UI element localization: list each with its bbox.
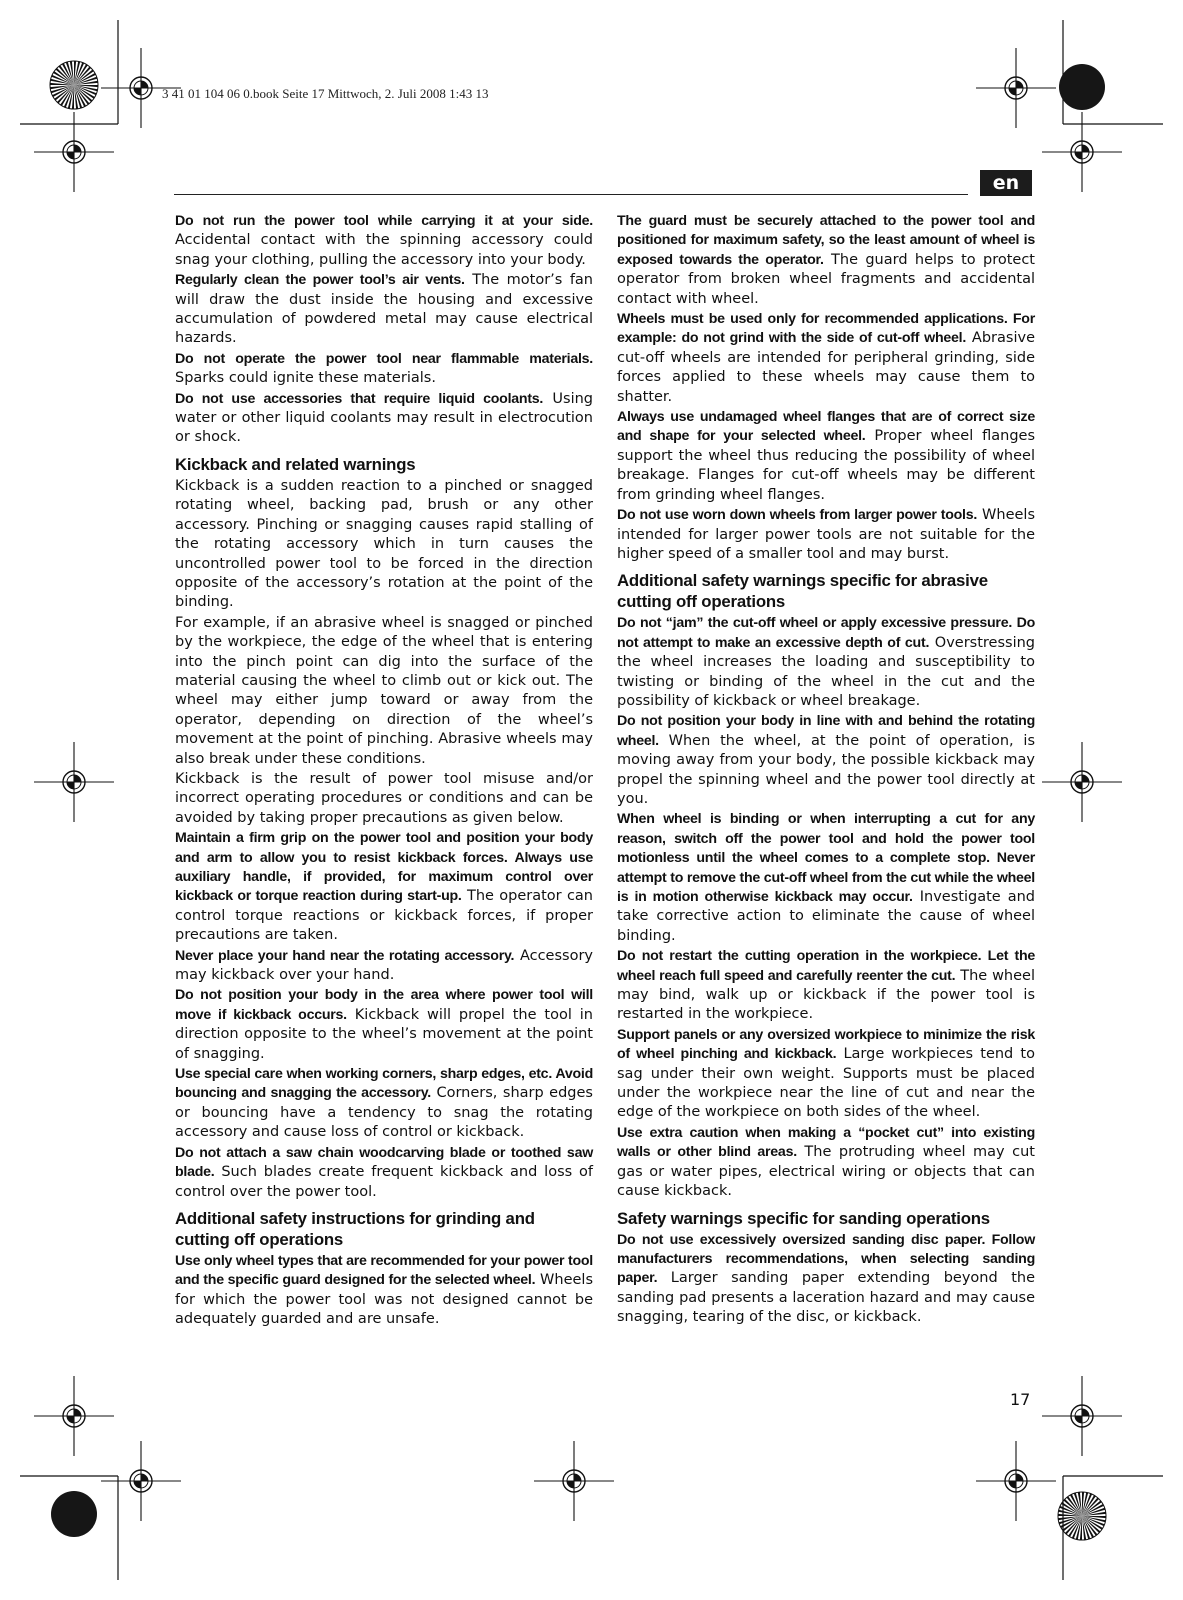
warning-lead: Wheels must be used only for recommended applications. For example: do not grind with the side of cut-off wheel. [617,311,1035,347]
warning-paragraph [617,506,1035,564]
warning-body: Kickback is the result of power tool misuse and/or incorrect operating procedures or conditions and can be avoided by taking proper precautions as given below. [175,770,593,826]
language-badge: en [980,170,1032,196]
warning-lead: The guard must be securely attached to the power tool and positioned for maximum safety, so the least amount of wheel is exposed towards the operator. [617,213,1035,268]
warning-lead: Do not use worn down wheels from larger power tools. [617,507,978,524]
warning-paragraph [617,810,1035,946]
warning-body: The protruding wheel may cut gas or water pipes, electrical wiring or objects that can cause kickback. [617,1144,1035,1200]
warning-body: The motor’s fan will draw the dust inside the housing and excessive accumulation of powdered metal may cause electrical hazards. [175,272,593,347]
starburst-mark [1058,1492,1106,1540]
warning-body: Sparks could ignite these materials. [175,370,436,387]
starburst-mark [50,61,98,109]
warning-lead: Support panels or any oversized workpiece to minimize the risk of wheel pinching and kickback. [617,1026,1035,1063]
header-rule [174,194,968,195]
warning-paragraph [175,986,593,1064]
warning-lead: Do not “jam” the cut-off wheel or apply excessive pressure. Do not attempt to make an excessive depth of cut. [617,615,1035,651]
warning-paragraph [617,614,1035,711]
warning-paragraph [175,212,593,270]
warning-lead: Use extra caution when making a “pocket cut” into existing walls or other blind areas. [617,1124,1035,1161]
section-heading: Kickback and related warnings [175,454,416,474]
warning-body: Kickback will propel the tool in direction opposite to the wheel’s movement at the point of snagging. [175,1006,593,1062]
warning-paragraph [175,947,593,986]
section-heading: Additional safety warnings specific for abrasive cutting off operations [617,571,988,612]
warning-paragraph [617,947,1035,1025]
right-column [617,212,1035,1329]
warning-body: The guard helps to protect operator from broken wheel fragments and accidental contact with wheel. [617,251,1035,307]
warning-lead: Use only wheel types that are recommended for your power tool and the specific guard designed for the selected wheel. [175,1252,593,1289]
warning-body: Investigate and take corrective action to eliminate the cause of wheel binding. [617,889,1035,944]
warning-paragraph [175,477,593,613]
left-column [175,212,593,1331]
warning-body: Abrasive cut-off wheels are intended for peripheral grinding, side forces applied to these wheels may cause them to shatter. [617,330,1035,405]
print-info-slug: 3 41 01 104 06 0.book Seite 17 Mittwoch, 2. Juli 2008 1:43 13 [162,86,489,101]
warning-paragraph [175,1065,593,1143]
section-heading: Safety warnings specific for sanding operations [617,1208,990,1228]
warning-body: Accessory may kickback over your hand. [175,947,593,984]
warning-lead: Do not position your body in the area where power tool will move if kickback occurs. [175,987,593,1023]
registration-target [976,1441,1056,1521]
warning-paragraph [617,310,1035,407]
warning-paragraph [175,1252,593,1330]
registration-target [101,1441,181,1521]
warning-paragraph [617,212,1035,309]
warning-body: Such blades create frequent kickback and loss of control over the power tool. [175,1164,593,1200]
warning-paragraph [175,829,593,945]
warning-body: Larger sanding paper extending beyond the sanding pad presents a laceration hazard and may cause snagging, tearing of the disc, or kickback. [617,1270,1035,1326]
warning-body: Corners, sharp edges or bouncing have a tendency to snag the rotating accessory and cause loss of control or kickback. [175,1085,593,1141]
warning-body: Wheels intended for larger power tools are not suitable for the higher speed of a smaller tool and may burst. [617,507,1035,562]
section-heading: Additional safety instructions for grinding and cutting off operations [175,1208,535,1249]
warning-lead: Use special care when working corners, sharp edges, etc. Avoid bouncing and snagging the accessory. [175,1066,593,1102]
solid-circle-mark [1059,64,1105,110]
warning-paragraph [175,770,593,828]
registration-target [1042,742,1122,822]
warning-paragraph [175,271,593,349]
solid-circle-mark [51,1491,97,1537]
warning-lead: When wheel is binding or when interrupting a cut for any reason, switch off the power tool and hold the power tool motionless until the wheel comes to a complete stop. Never attempt to remove the cut-off wheel from the cut while the wheel is in motion otherwise kickback may occur. [617,811,1035,905]
warning-lead: Do not operate the power tool near flammable materials. [175,350,593,367]
warning-paragraph [175,350,593,389]
warning-lead: Do not run the power tool while carrying it at your side. [175,213,593,229]
warning-lead: Do not use excessively oversized sanding disc paper. Follow manufacturers recommendations, when selecting sanding paper. [617,1231,1035,1287]
registration-target [1042,1376,1122,1456]
warning-body: When the wheel, at the point of operation, is moving away from your body, the possible kickback may propel the spinning wheel and the power tool directly at you. [617,732,1035,807]
warning-body: Using water or other liquid coolants may result in electrocution or shock. [175,390,594,446]
warning-body: Large workpieces tend to sag under their own weight. Supports must be placed under the workpiece near the line of cut and near the edge of the workpiece on both sides of the wheel. [617,1046,1035,1121]
warning-paragraph [175,390,593,448]
warning-body: Kickback is a sudden reaction to a pinched or snagged rotating wheel, backing pad, brush or any other accessory. Pinching or snagging causes rapid stalling of the rotating accessory which in turn causes the uncontrolled power tool to be forced in the direction opposite of the accessory’s rotation at the point of the binding. [175,477,593,611]
warning-lead: Do not use accessories that require liquid coolants. [175,390,544,407]
warning-lead: Do not attach a saw chain woodcarving blade or toothed saw blade. [175,1144,593,1181]
warning-lead: Regularly clean the power tool’s air vents. [175,272,465,289]
warning-paragraph [175,1144,593,1202]
warning-lead: Do not position your body in line with and behind the rotating wheel. [617,713,1035,749]
warning-lead: Maintain a firm grip on the power tool and position your body and arm to allow you to resist kickback forces. Always use auxiliary handle, if provided, for maximum control over kickback or torque reaction during start-up. [175,830,593,905]
warning-body: The operator can control torque reactions or kickback forces, if proper precautions are taken. [175,888,593,944]
warning-body: Accidental contact with the spinning accessory could snag your clothing, pulling the accessory into your body. [175,232,593,268]
warning-paragraph [617,408,1035,505]
warning-body: Overstressing the wheel increases the loading and susceptibility to twisting or binding of the wheel in the cut and the possibility of kickback or wheel breakage. [617,634,1035,709]
registration-target [534,1441,614,1521]
warning-paragraph [175,614,593,769]
warning-lead: Do not restart the cutting operation in the workpiece. Let the wheel reach full speed and carefully reenter the cut. [617,948,1035,984]
registration-target [976,48,1056,128]
warning-body: Proper wheel flanges support the wheel thus reducing the possibility of wheel breakage. Flanges for cut-off wheels may be different from grinding wheel flanges. [617,428,1035,503]
warning-lead: Never place your hand near the rotating accessory. [175,947,515,964]
warning-body: For example, if an abrasive wheel is snagged or pinched by the workpiece, the edge of the wheel that is entering into the pinch point can dig into the surface of the material causing the wheel to climb out or kick out. The wheel may either jump toward or away from the operator, depending on direction of the wheel’s movement at the point of pinching. Abrasive wheels may also break under these conditions. [175,614,593,767]
page-number: 17 [1010,1390,1031,1409]
warning-paragraph [617,1124,1035,1202]
warning-lead: Always use undamaged wheel flanges that are of correct size and shape for your selected wheel. [617,409,1035,445]
registration-target [34,742,114,822]
registration-target [34,1376,114,1456]
warning-body: Wheels for which the power tool was not designed cannot be adequately guarded and are unsafe. [175,1272,593,1328]
warning-paragraph [617,1026,1035,1123]
warning-body: The wheel may bind, walk up or kickback if the power tool is restarted in the workpiece. [617,967,1035,1023]
warning-paragraph [617,712,1035,809]
warning-paragraph [617,1231,1035,1328]
